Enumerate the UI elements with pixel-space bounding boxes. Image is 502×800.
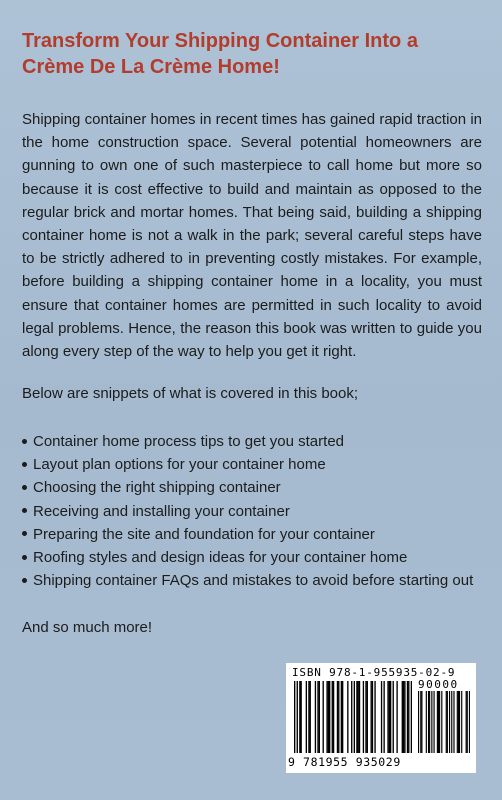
barcode-bar: [437, 691, 438, 753]
barcode-bar: [426, 691, 427, 753]
barcode-bar: [461, 691, 462, 753]
barcode-bar: [429, 691, 430, 753]
barcode-bar: [358, 681, 359, 753]
isbn-barcode: [286, 663, 476, 773]
list-item: Shipping container FAQs and mistakes to avoid before starting out: [22, 569, 492, 592]
barcode-bar: [457, 691, 458, 753]
barcode-bar: [359, 681, 360, 753]
barcode-bar: [338, 681, 339, 753]
barcode-bar: [403, 681, 404, 753]
barcode-bar: [407, 681, 408, 753]
barcode-bar: [372, 681, 373, 753]
barcode-bar: [354, 681, 355, 753]
barcode-bar: [453, 691, 454, 753]
barcode-bar: [371, 681, 372, 753]
barcode-bar: [323, 681, 324, 753]
ean-digits: 9 781955 935029: [288, 755, 401, 769]
barcode-bar: [326, 681, 327, 753]
barcode-bar: [347, 681, 348, 753]
barcode-bar: [447, 691, 448, 753]
description-text: Shipping container homes in recent times has gained rapid traction in the home construction space. Several potential homeowners are gunning to own one of such masterpiece to call home but more so because it is cost effective to build and maintain as opposed to the regular brick and mortar homes. That being said, building a shipping container home is not a walk in the park; several careful steps have to be strictly adhered to in preventing costly mistakes. For example, before building a shipping container home in a locality, you must ensure that container homes are permitted in such locality to avoid legal problems. Hence, the reason this book was written to guide you along every step of the way to help you get it right.: [22, 111, 482, 361]
bullet-icon: [22, 462, 27, 467]
bullet-icon: [22, 555, 27, 560]
barcode-bar: [393, 681, 394, 753]
list-item: Roofing styles and design ideas for your container home: [22, 546, 492, 569]
barcode-bar: [418, 691, 419, 753]
barcode-bar: [374, 681, 375, 753]
contents-list: [22, 430, 492, 592]
price-addon-digits: 90000: [418, 678, 459, 691]
cover-headline: [22, 28, 492, 80]
barcode-bar: [342, 681, 343, 753]
barcode-bar: [433, 691, 434, 753]
barcode-bar: [439, 691, 440, 753]
barcode-bar: [317, 681, 318, 753]
isbn-label: ISBN 978-1-955935-02-9: [292, 666, 456, 679]
barcode-bar: [467, 691, 468, 753]
barcode-bar: [458, 691, 459, 753]
barcode-bar: [332, 681, 333, 753]
barcode-bar: [404, 681, 405, 753]
barcode-bar: [306, 681, 307, 753]
barcode-bar: [356, 681, 357, 753]
description-paragraph: [22, 108, 482, 363]
list-item: Preparing the site and foundation for your container: [22, 523, 492, 546]
barcode-bar: [469, 691, 470, 753]
closing-line: And so much more!: [22, 619, 153, 636]
barcode-bar: [449, 691, 450, 753]
barcode-bar: [383, 681, 384, 753]
bullet-icon: [22, 508, 27, 513]
barcode-bar: [328, 681, 329, 753]
barcode-bar: [411, 681, 412, 753]
barcode-bar: [319, 681, 320, 753]
list-intro: Below are snippets of what is covered in this book;: [22, 385, 359, 402]
barcode-bar: [297, 681, 298, 753]
barcode-bar: [438, 691, 439, 753]
barcode-bar: [420, 691, 421, 753]
bullet-icon: [22, 531, 27, 536]
barcode-bar: [367, 681, 368, 753]
barcode-bar: [308, 681, 309, 753]
barcode-bar: [300, 681, 301, 753]
bullet-icon: [22, 485, 27, 490]
barcode-bar: [299, 681, 300, 753]
ean-barcode-bars: [294, 681, 412, 753]
barcode-bar: [421, 691, 422, 753]
barcode-bar: [390, 681, 391, 753]
barcode-bar: [315, 681, 316, 753]
barcode-bar: [333, 681, 334, 753]
addon-barcode-bars: [418, 691, 470, 753]
barcode-bar: [441, 691, 442, 753]
barcode-bar: [341, 681, 342, 753]
barcode-bar: [387, 681, 388, 753]
barcode-bar: [402, 681, 403, 753]
bullet-icon: [22, 439, 27, 444]
barcode-bar: [466, 691, 467, 753]
barcode-bar: [446, 691, 447, 753]
bullet-icon: [22, 578, 27, 583]
barcode-bar: [337, 681, 338, 753]
barcode-bar: [459, 691, 460, 753]
barcode-bar: [329, 681, 330, 753]
barcode-bar: [351, 681, 352, 753]
barcode-bar: [363, 681, 364, 753]
barcode-bar: [389, 681, 390, 753]
barcode-bar: [310, 681, 311, 753]
list-item: Container home process tips to get you started: [22, 430, 492, 453]
barcode-bar: [431, 691, 432, 753]
barcode-bar: [365, 681, 366, 753]
list-item: Layout plan options for your container home: [22, 453, 492, 476]
headline-line-1: Transform Your Shipping Container Into a: [22, 30, 418, 52]
barcode-bar: [381, 681, 382, 753]
headline-line-2: Crème De La Crème Home!: [22, 56, 280, 78]
barcode-bar: [408, 681, 409, 753]
barcode-bar: [451, 691, 452, 753]
barcode-bar: [294, 681, 295, 753]
list-item: Receiving and installing your container: [22, 500, 492, 523]
barcode-bar: [396, 681, 397, 753]
list-item: Choosing the right shipping container: [22, 476, 492, 499]
barcode-bar: [428, 691, 429, 753]
